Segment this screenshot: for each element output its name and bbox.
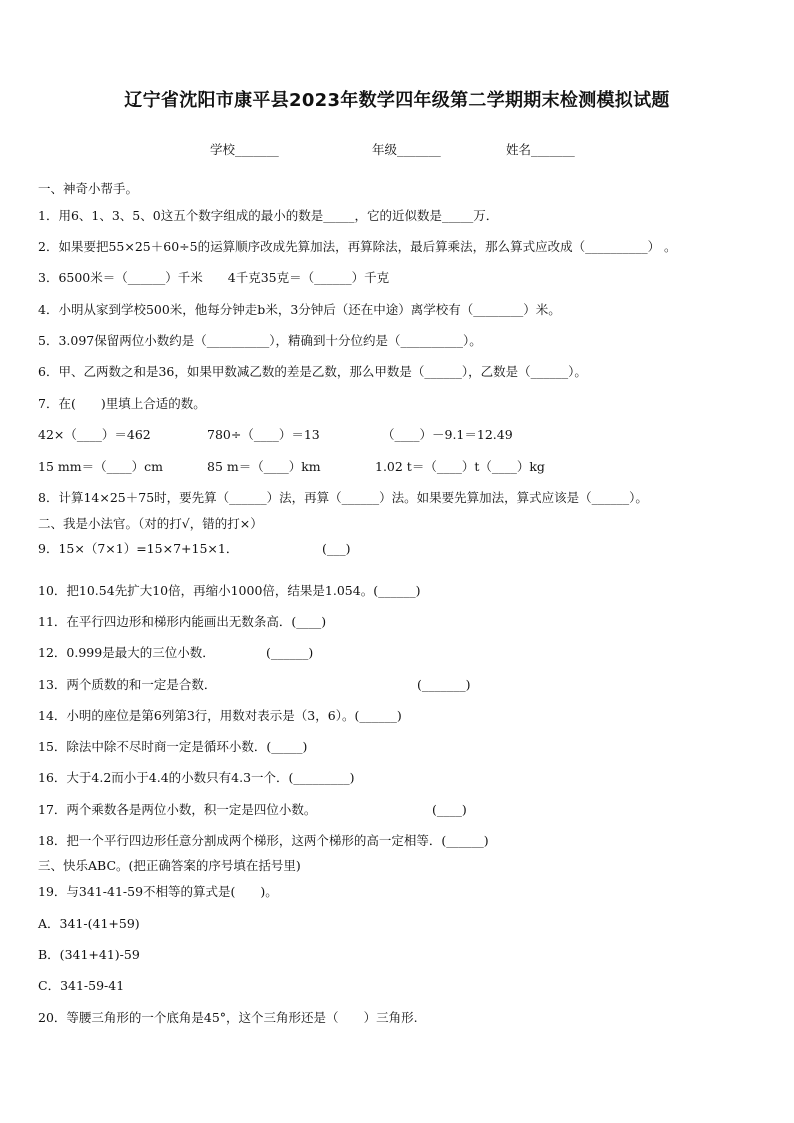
section-heading-3: 三、快乐ABC。(把正确答案的序号填在括号里) [38, 858, 301, 873]
question-6: 6．甲、乙两数之和是36，如果甲数减乙数的差是乙数，那么甲数是（______），乙数是（______）。 [38, 364, 587, 379]
option-b: B．(341+41)-59 [38, 947, 140, 962]
question-16: 16．大于4.2而小于4.4的小数只有4.3一个．(_________) [38, 770, 355, 785]
question-2: 2．如果要把55×25＋60÷5的运算顺序改成先算加法，再算除法，最后算乘法，那么算式应改成（__________） 。 [38, 239, 677, 254]
q7-item-3: （____）－9.1＝12.49 [382, 427, 513, 442]
question-15: 15．除法中除不尽时商一定是循环小数．(_____) [38, 739, 308, 754]
question-7: 7．在( )里填上合适的数。 [38, 396, 206, 411]
q7-item-2: 780÷（____）＝13 [207, 427, 320, 442]
q7-item-4: 15 mm＝（____）cm [38, 459, 163, 474]
question-17: 17．两个乘数各是两位小数，积一定是四位小数。 [38, 802, 317, 817]
question-20: 20．等腰三角形的一个底角是45°，这个三角形还是（ ）三角形. [38, 1010, 418, 1025]
question-10: 10．把10.54先扩大10倍，再缩小1000倍，结果是1.054。(______) [38, 583, 421, 598]
question-18: 18．把一个平行四边形任意分割成两个梯形，这两个梯形的高一定相等．(______) [38, 833, 489, 848]
question-13-blank: (_______) [417, 677, 471, 692]
q7-item-6: 1.02 t＝（____）t（____）kg [375, 459, 545, 474]
question-9-blank: (___) [322, 541, 351, 556]
q7-item-5: 85 m＝（____）km [207, 459, 321, 474]
school-field: 学校_______ [210, 142, 279, 157]
q7-item-1: 42×（____）＝462 [38, 427, 151, 442]
question-1: 1．用6、1、3、5、0这五个数字组成的最小的数是_____，它的近似数是_____万． [38, 208, 499, 223]
question-19: 19．与341-41-59不相等的算式是( )。 [38, 884, 278, 899]
option-c: C．341-59-41 [38, 978, 125, 993]
question-13: 13．两个质数的和一定是合数． [38, 677, 217, 692]
section-heading-1: 一、神奇小帮手。 [38, 181, 139, 196]
grade-field: 年级_______ [372, 142, 441, 157]
question-12-blank: (______) [266, 645, 314, 660]
question-14: 14．小明的座位是第6列第3行，用数对表示是（3，6）。(______) [38, 708, 402, 723]
option-a: A．341-(41+59) [38, 916, 140, 931]
section-heading-2: 二、我是小法官。（对的打√，错的打×） [38, 516, 263, 531]
name-field: 姓名_______ [506, 142, 575, 157]
question-4: 4．小明从家到学校500米，他每分钟走b米，3分钟后（还在中途）离学校有（________）米。 [38, 302, 561, 317]
question-17-blank: (____) [432, 802, 467, 817]
page-title: 辽宁省沈阳市康平县2023年数学四年级第二学期期末检测模拟试题 [124, 90, 670, 111]
question-3: 3．6500米＝（______）千米 4千克35克＝（______）千克 [38, 270, 390, 285]
question-5: 5．3.097保留两位小数约是（__________），精确到十分位约是（__________）。 [38, 333, 482, 348]
question-8: 8．计算14×25＋75时，要先算（______）法，再算（______）法。如果要先算加法，算式应该是（______）。 [38, 490, 648, 505]
question-11: 11．在平行四边形和梯形内能画出无数条高．(____) [38, 614, 327, 629]
question-12: 12．0.999是最大的三位小数． [38, 645, 215, 660]
question-9: 9．15×（7×1）=15×7+15×1． [38, 541, 239, 556]
